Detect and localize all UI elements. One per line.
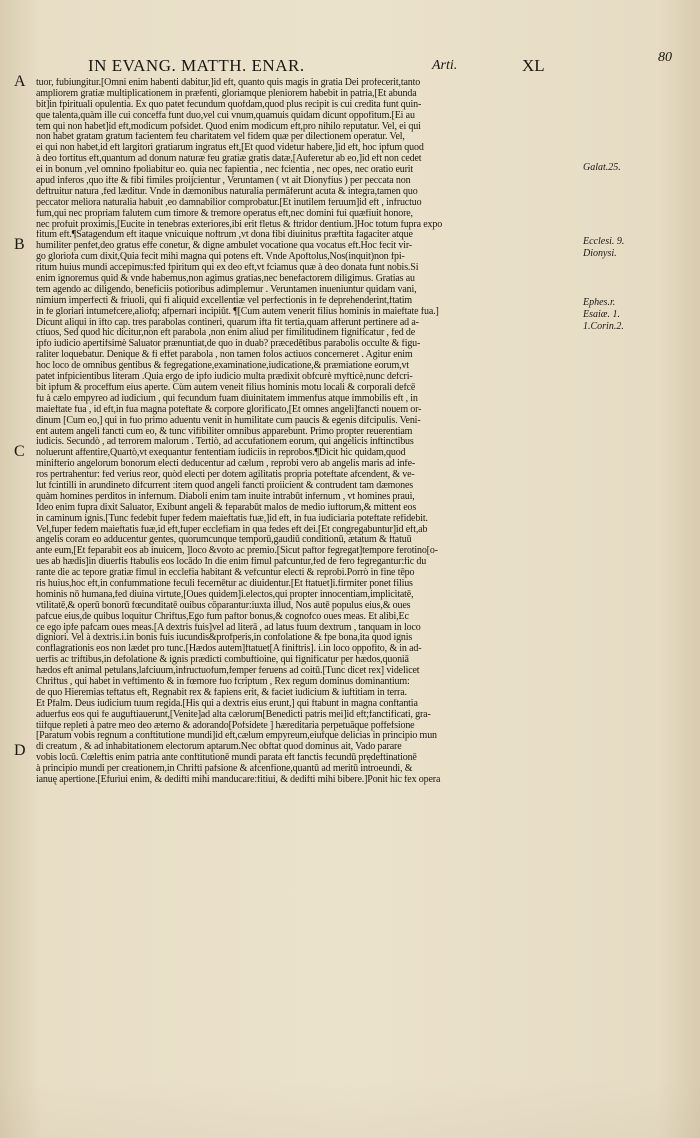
text-line: angelis coram eo adducentur gentes, quorumcunque temporū,gaudiū conditionū, ætatum & ftatuū [36,535,412,546]
text-line: tiifque repleti à patre meo deo æterno & adorando[Pofsidete ] hæreditaria perpetuāque poffefsione [36,720,415,731]
text-line: bit ipfum & proceffum eius aperte. Cùm autem veneit filius hominis motu locali & corporali defcē [36,382,416,393]
text-line: tem qui non habet]id eft,modicum pofsidet. Quod enim modicum eft,pro nihilo reputatur. Vel, ei qui [36,121,421,132]
text-line: ianuę apertione.[Efuriui enim, & dedifti mihi manducare:fitiui, & dedifti mihi bibere.]Ponit hic fex opera [36,775,441,785]
text-line: quàm homines perditos in infernum. Diaboli enim tam inuite intrabūt infernum , vt homines praui, [36,491,415,502]
margin-note: Ephes.r. [583,297,616,308]
text-line: digniori. Vel à dextris.i.in bonis fuis iucundis&profperis,in confolatione & fpe bona,ita quod ignis [36,633,413,644]
text-line: hoc loco de omnibus gentibus & fegregatione,examinatione,iudicatione,& præmiatione eorum,vt [36,361,409,372]
running-title: IN EVANG. MATTH. ENAR. [88,56,305,75]
text-line: peccator meliora naturalia habuit ,eo damnabilior comprobatur.[Et inutilem feruum]id eft , infructuo [36,197,422,208]
text-line: pafcue eius,de quibus loquitur Chriftus,Ego fum paftor bonus,& cognofco oues meas. Et alibi,Ec [36,611,409,622]
text-line: lut fcintilli in arundineto difcurrent :item quod angeli fancti proiicient & contrudent tam dæmones [36,480,413,491]
text-line: fum,qui nec propriam falutem cum timore & tremore operatus eft,nec domini fui quæfiuit honore, [36,208,413,219]
text-line: Vel,fuper fedem maieftatis fuæ,id eft,fuper ecclefiam in qua fedes eft dei.[Et congregabuntur]id eft,ab [36,524,428,535]
text-line: [Paratum vobis regnum a conftitutione mundi]id eft,cælum empyreum,eiufque delicias in principio mun [36,731,437,742]
text-line: deftruitur natura ,fed læditur. Vnde in dæmonibus naturalia permäferunt acuta & integra,tamen quo [36,186,418,197]
text-line: raliter loquebatur. Denique & fi effet parabola , non tamen folos actiuos concerneret . Agitur enim [36,350,413,361]
text-line: enim ignoremus quid & vnde habemus,non agimus gratias,nec benefactorem diligimus. Gratias au [36,274,415,285]
text-line: fitum eft.¶Satagendum eft itaque vnicuique noftrum ,vt dona fibi diuinitus præftita fagaciter atque [36,230,413,241]
text-line: go glorìofa cum dixit,Quia fecit mihi magna qui potens eft. Vnde Apoftolus,Nos(inquit)non fpi- [36,252,405,263]
text-line: hædos eft animal petulans,lafciuum,infructuofum,femper feruens ad coitū.[Tunc dicet rex] videlicet [36,666,420,677]
text-line: uerfis ac triftibus,in defolatione & ignis prædicti combuftioine, qui fignificatur per hædos,quoniā [36,655,409,666]
body-text [36,78,576,786]
text-line: vobis locū. Cœleftis enim patria ante conftitutionē mundi parata eft fanctis fecundū prędeftinationē [36,753,417,764]
running-subtitle: Arti. [432,58,458,73]
margin-note: Esaiæ. 1. [583,309,620,320]
margin-note: 1.Corin.2. [583,321,624,332]
text-line: ctiuos, Sed quod hic dicitur,non eft parabola ,non enim aliud per fimilitudinem fignificatur , fed de [36,328,416,339]
text-line: patet infpicientibus literam .Quia ergo de ipfo iudicio multa prædixit obfcurè myfticè,nunc defcri- [36,372,413,383]
text-line: di creatum , & ad inhabitationem electorum aptarum.Nec obftat quod dominus ait, Vado parare [36,742,402,753]
text-line: dinum [Cum eo,] qui in fuo primo aduentu venit in humilitate cum paucis & egenis difcipulis. Veni- [36,415,421,426]
text-line: que talenta,quàm ille cui conceffa funt duo,vel cui vnum,quamuis quidam dicunt oppofitum.[Ei au [36,110,415,121]
text-line: ent autem angeli fancti cum eo, & tunc vifibiliter omnibus apparebunt. Primo propter reuerentiam [36,426,413,437]
text-line: maieftate fua , id eft,in fua magna poteftate & corpore glorificato,[Et omnes angeli]fancti nouem or- [36,404,422,415]
text-line: humiliter penfet,deo gratus effe conetur, & digne ambulet vocatione qua vocatus eft.Hoc fecit vir- [36,241,413,252]
text-line: rante die ac tepore gratiæ fimul in ecclefia habitant & vefcuntur electi & reprobi.Porrò in fine tēpo [36,568,415,579]
text-line: apud inferos ,quo ifte & fibi fimiles proijcientur , Veruntamen ( vt ait Dionyfius ) per peccata non [36,176,411,187]
text-line: Et Pfalm. Deus iudicium tuum regida.[His qui a dextris eius erunt,] qui ftabunt in magna conftantia [36,698,418,709]
text-line: conflagrationis eos non lædet pro tunc.[Hædos autem]ftatuet[A finiftris]. i.in loco oppofito, & in ad- [36,644,422,655]
text-line: tem agendo ac diligendo, beneficiis potioribus adimplemur . Veruntamen inueniuntur quidam vani, [36,284,417,295]
section-letter-c: C [14,443,25,460]
page-shading [0,1078,700,1138]
text-line: non habet gratam gratum facientem feu charitatem vel fidem quæ per dilectionem operatur. Vel, [36,132,405,143]
text-line: ante eum,[Et feparabit eos ab inuicem, ]loco &voto ac premio.[Sicut paftor fegregat]tempore ferotino[o- [36,546,438,557]
text-line: ris huius,hoc eft,in confummatione feculi fecernētur ac diuidentur.[Et ftatuet]i.firmiter ponet filius [36,578,413,589]
text-line: noluerunt affentire,Quartò,vt exequantur fententiam iudiciis in reprobos.¶Dicit hic quidam,quod [36,448,406,459]
text-line: ipfo iudicio apertifsimè Saluator prænuntiat,de quo in duab? præcedētibus parabolis occulte & figu- [36,339,421,350]
section-letter-d: D [14,742,26,759]
running-header [80,50,672,80]
text-line: ei in bonum ,vel omnino fpoliabitur eo. quia nec fapientia , nec fcientia , nec opes, nec oratio eurit [36,165,414,176]
text-line: nec profuit proximis,[Eucite in tenebras exteriores,ibi erit fletus & ftridor dentium.]Hoc totum fupra expo [36,219,443,230]
text-line: tuor, fubiungitur.[Omni enim habenti dabitur,]id eft, quanto quis magis in gratia Dei profecerit,tanto [36,78,421,88]
text-line: de quo Hieremias teftatus eft, Regnabit rex & fapiens erit, & faciet iudicium & iuftitiam in terra. [36,687,407,698]
text-line: Chriftus , qui habet in veftimento & in fœmore fuo fcriptum , Rex regum dominus dominantium: [36,676,410,687]
margin-note: Ecclesi. 9. [583,236,625,247]
section-letter-b: B [14,236,25,253]
folio-number: XL [522,56,545,75]
text-line: in caminum ignis.[Tunc fedebit fuper fedem maieftatis fuæ,]id eft, in fua iudiciaria poteftate refidebit. [36,513,428,524]
text-line: hominis nō humana,fed diuina virtute,[Oues quidem]i.electos,qui propter innocentiam,implicitatē, [36,589,414,600]
text-line: aduerfus eos qui fe auguftiauerunt,[Venite]ad alta cælorum[Benedicti patris mei]id eft;fanctificati, gra- [36,709,431,720]
text-line: ues ab hædis]in diuerfis ftabulis eos locādo In die enim fimul pafcuntur,fed de fero fegregantur:fic du [36,557,427,568]
text-line: ros pertrahentur: fed verius reor, quòd electi per dotem agilitatis propria poteftate afcendent, & ve- [36,470,415,481]
page-number: 80 [658,50,672,65]
text-line: à deo fortitus eft,quantum ad donum naturæ feu gratiæ gratis datæ,[Auferetur ab eo,]id eft non cedet [36,154,422,165]
text-line: vtilitatē,& operū bonorū fœcunditatē ouibus cōparantur:iuxta illud, Nos autē populus eius,& oues [36,600,411,611]
text-line: ampliorem gratiæ multiplicationem in præfenti, gloriamque pleniorem habebit in patria,[Et abunda [36,88,417,99]
text-line: iudicis. Secundò , ad terrorem malorum . Tertiò, ad accufationem eorum, qui angelicis inftinctibus [36,437,414,448]
margin-note: Galat.25. [583,162,621,173]
text-line: in fe gloriari intumefcere,aliofq; afpernari incipiūt. ¶[Cum autem venerit filius hominis in maieftate fua.] [36,306,439,317]
text-line: nimium imperfecti & friuoli, qui fi aliquid excellentiæ vel perfectionis in fe deprehenderint,ftatim [36,295,412,306]
text-line: fu à cælo empyreo ad iudicium , qui fecundum fuam diuinitatem immenfus atque immobilis eft , in [36,393,418,404]
text-line: bit]in fpirituali opulentia. Ex quo patet fecundum quofdam,quod plus recipit is cui credita funt quin- [36,99,422,110]
text-line: Dicunt aliqui in ifto cap. tres parabolas contineri, quarum ifta fit tertia,quam afferunt pertinere ad a- [36,317,419,328]
text-line: ce ego ipfe pafcam oues meas.[A dextris fuis]vel ad literā , ad latus fuum dextrum , tanquam in loco [36,622,421,633]
text-line: minifterio angelorum bonorum electi deducentur ad cælum , reprobi vero ab angelis maris ad infe- [36,459,416,470]
section-letter-a: A [14,73,26,90]
margin-note: Dionysi. [583,248,617,259]
text-line: à principio mundi per creationem,in Chrifti pafsione & afcenfione,quantū ad meritū introeundi, & [36,764,413,775]
text-line: ei qui non habet,id eft largitori gratiarum ingratus eft,[Et quod videtur habere,]id eft, hoc ipfum quod [36,143,424,154]
text-line: ritum huius mundi accepimus:fed fpiritum qui ex deo eft,vt fciamus quæ à deo donata funt nobis.Si [36,263,419,274]
text-line: Ideo enim fupra dixit Saluator, Exibunt angeli & feparabūt malos de medio iuftorum,& mittent eos [36,502,417,513]
